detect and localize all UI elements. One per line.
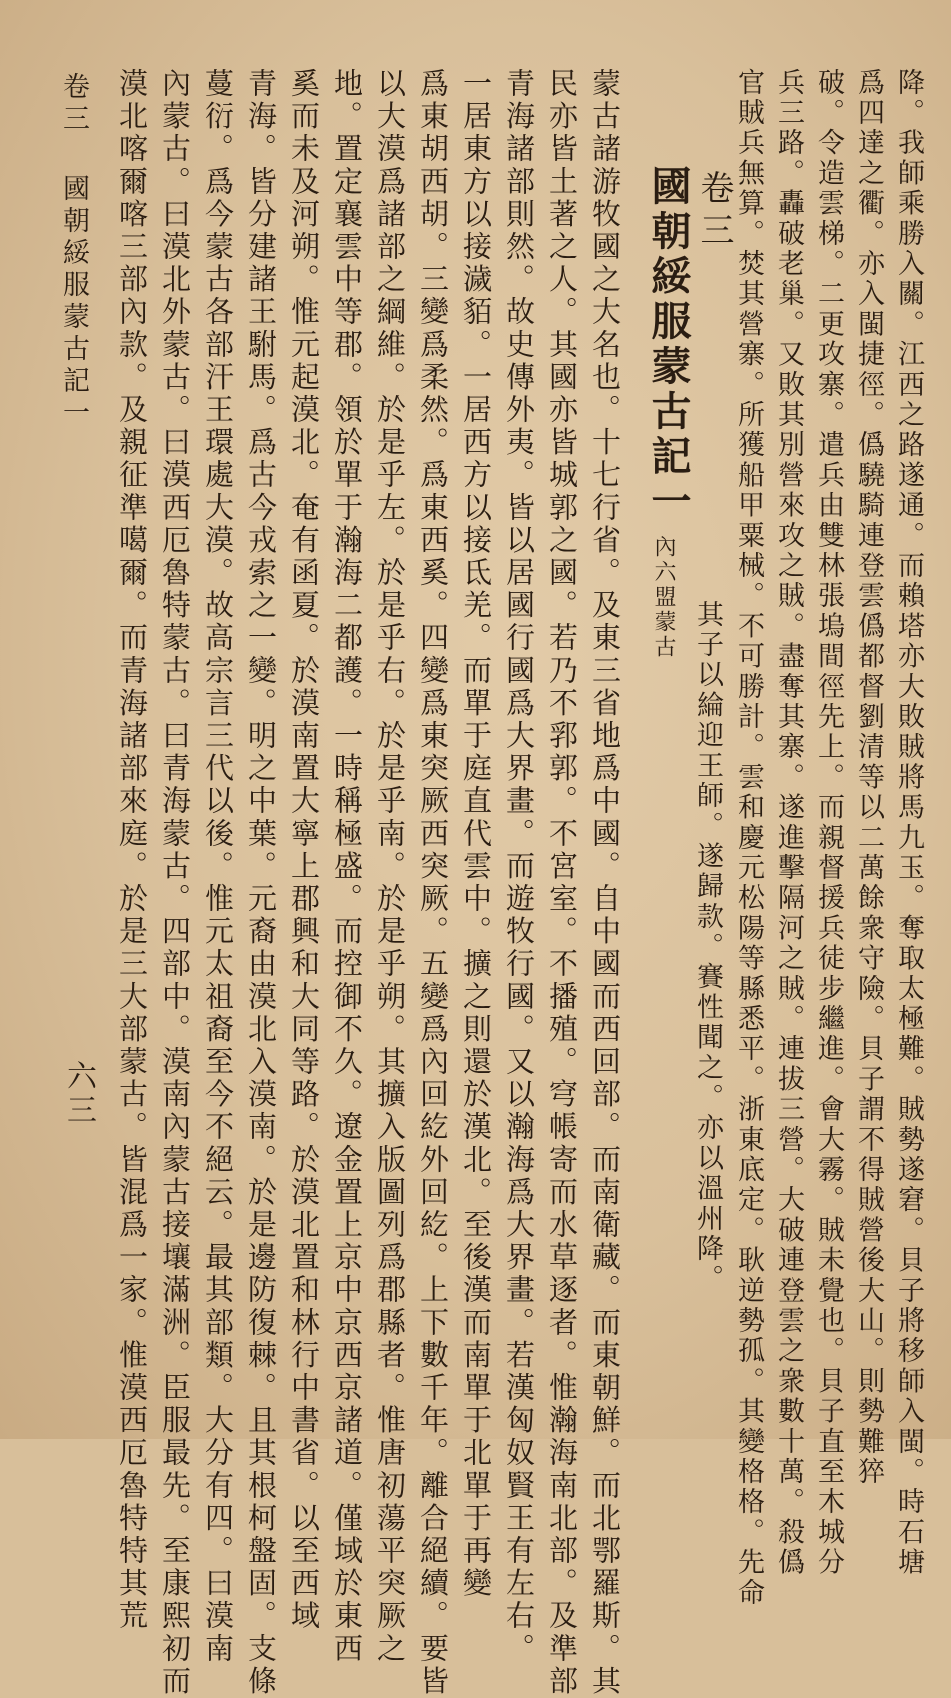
footer-title: 國朝綏服蒙古記一: [58, 174, 89, 430]
prev-text-column: 降。我師乘勝入關。江西之路遂通。而賴塔亦大敗賊將馬九玉。奪取太極難。賊勢遂窘。貝子將移師入閩。時石塘: [893, 68, 924, 1578]
body-text-column: 地。置定襄雲中等郡。領於單于瀚海二都護。一時稱極盛。而控御不久。遼金置上京中京西京諸道。僅域於東西: [330, 68, 364, 1666]
body-text-column: 蒙古諸游牧國之大名也。十七行省。及東三省地爲中國。自中國而西回部。而南衛藏。而東朝鮮。而北鄂羅斯。其: [588, 68, 622, 1698]
prev-text-column: 爲四達之衢。亦入閩捷徑。僞驍騎連登雲僞都督劉清等以二萬餘衆守險。貝子謂不得賊營後大山。則勢難猝: [853, 68, 884, 1488]
body-text-column: 青海諸部則然。故史傳外夷。皆以居國行國爲大界畫。而遊牧行國。又以瀚海爲大界畫。若漢匈奴賢王有左右。: [502, 68, 536, 1666]
body-text-column: 漠北喀爾喀三部內款。及親征準噶爾。而青海諸部來庭。於是三大部蒙古。皆混爲一家。惟漠西厄魯特特其荒: [115, 68, 149, 1633]
body-text-column: 民亦皆土著之人。其國亦皆城郭之國。若乃不郛郭。不宮室。不播殖。穹帳寄而水草逐者。惟瀚海南北部。及準部: [545, 68, 579, 1698]
prev-text-column: 破。令造雲梯。二更攻寨。遣兵由雙林張塢間徑先上。而親督援兵徒步繼進。會大霧。賊未覺也。貝子直至木城分: [813, 68, 844, 1578]
prev-text-column: 兵三路。轟破老巢。又敗其別營來攻之賊。盡奪其寨。遂進擊隔河之賊。連拔三營。大破連登雲之衆數十萬。殺僞: [773, 68, 804, 1578]
body-text-column: 內蒙古。曰漠北外蒙古。曰漠西厄魯特蒙古。曰青海蒙古。四部中。漠南內蒙古接壤滿洲。臣服最先。至康熙初而: [158, 68, 192, 1698]
running-footer: [54, 72, 93, 430]
prev-text-column: 其子以綸迎王師。遂歸款。賽性聞之。亦以溫州降。: [692, 600, 723, 1295]
body-text-column: 爲東胡西胡。三變爲柔然。爲東西奚。四變爲東突厥西突厥。五變爲內回紇外回紇。上下數千年。離合絕續。要皆: [416, 68, 450, 1698]
body-text-column: 奚而未及河朔。惟元起漠北。奄有函夏。於漠南置大寧上郡興和大同等路。於漠北置和林行中書省。以至西域: [287, 68, 321, 1633]
page-number: 六三: [61, 1060, 96, 1128]
chapter-subtitle: 內六盟蒙古: [651, 535, 676, 660]
body-text-column: 蔓衍。爲今蒙古各部汗王環處大漠。故高宗言三代以後。惟元太祖裔至今不絕云。最其部類。大分有四。曰漠南: [201, 68, 235, 1666]
body-text-column: 以大漠爲諸部之綱維。於是乎左。於是乎右。於是乎南。於是乎朔。其擴入版圖列爲郡縣者。惟唐初蕩平突厥之: [373, 68, 407, 1666]
juan-label: 卷三: [694, 170, 734, 254]
prev-text-column: 官賊兵無算。焚其營寨。所獲船甲粟械。不可勝計。雲和慶元松陽等縣悉平。浙東底定。耿逆勢孤。其變格格。先命: [733, 68, 764, 1609]
footer-juan: 卷三: [58, 72, 89, 136]
body-text-column: 青海。皆分建諸王駙馬。爲古今戎索之一變。明之中葉。元裔由漠北入漠南。於是邊防復棘。且其根柯盤固。支條: [244, 68, 278, 1698]
chapter-title: 國朝綏服蒙古記一: [645, 165, 692, 525]
body-text-column: 一居東方以接濊貊。一居西方以接氐羌。而單于庭直代雲中。擴之則還於漢北。至後漢而南單于北單于再變: [459, 68, 493, 1601]
